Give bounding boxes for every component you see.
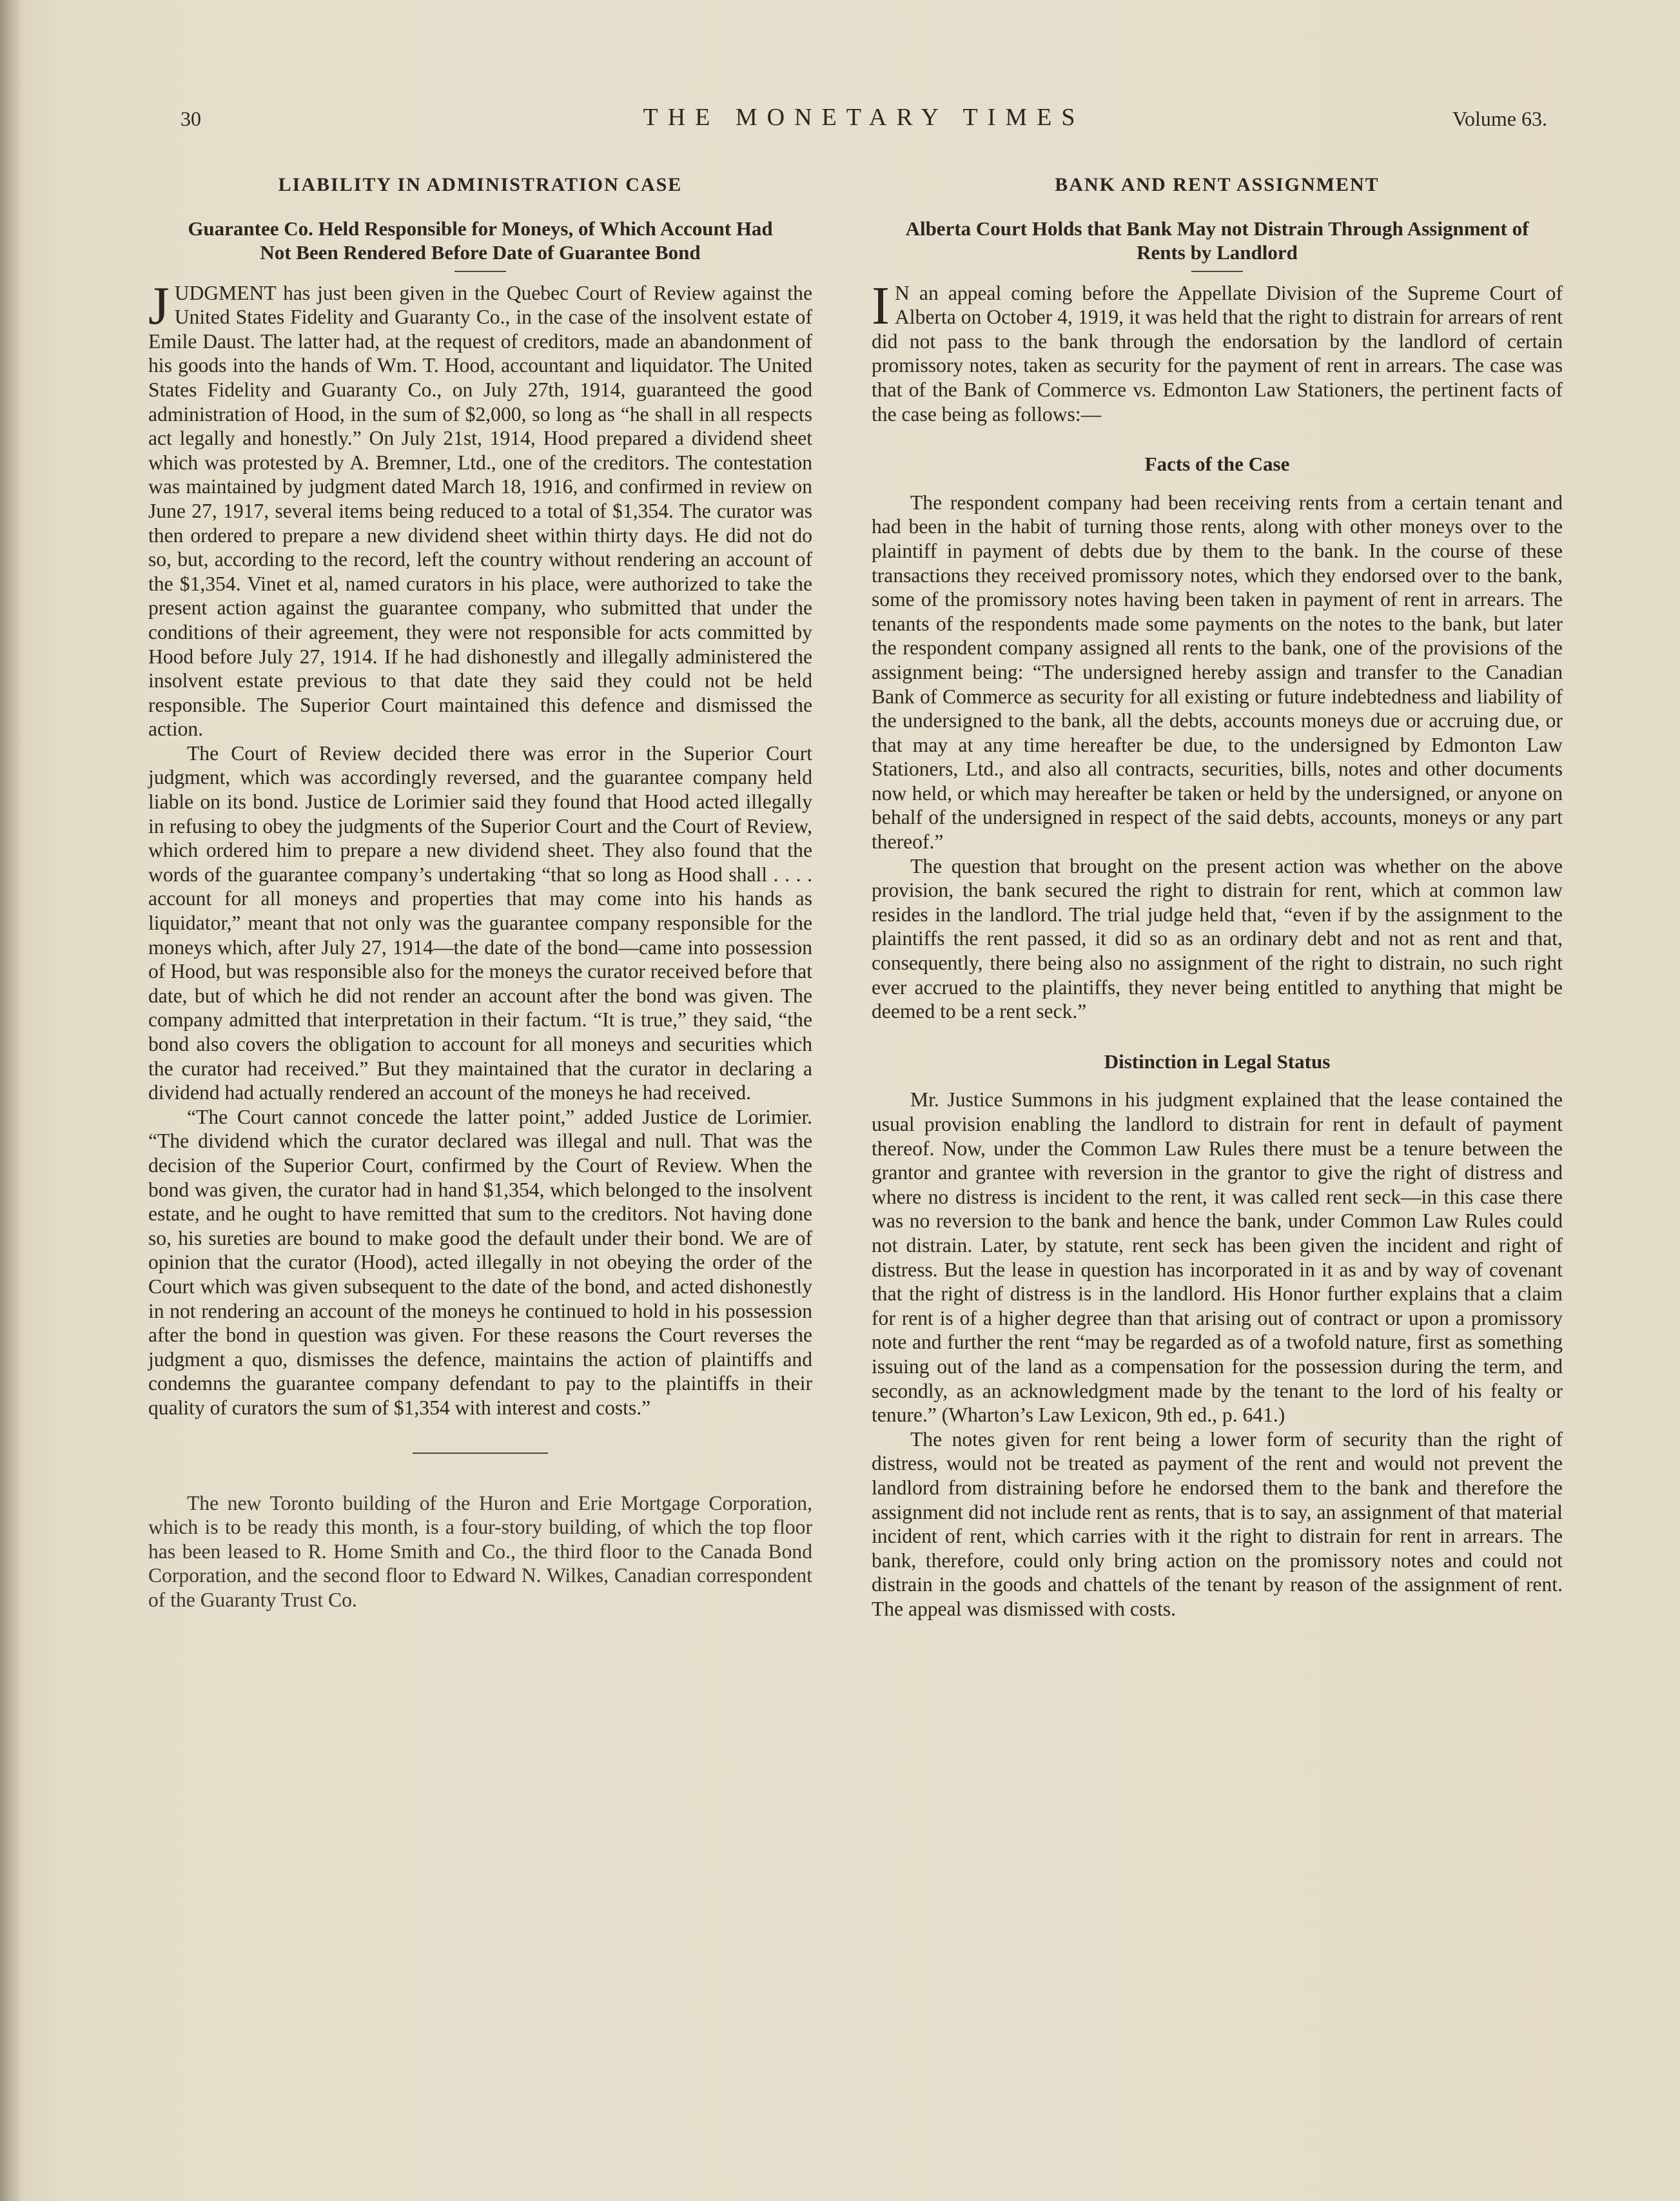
left-article-title: LIABILITY IN ADMINISTRATION CASE — [278, 174, 683, 195]
brief-news-item: The new Toronto building of the Huron and Erie Mortgage Corporation, which is to be ready this month, is a four-story building, of which the top floor has been leased to R. Home Smith and Co., the third floor to the Canada Bond Corporation, and the second floor to Edward N. Wilkes, Canadian correspondent of the Guaranty Trust Co. — [148, 1491, 812, 1611]
subtitle-divider — [454, 271, 506, 272]
left-paragraph: The Court of Review decided there was error in the Superior Court judgment, which was accordingly reversed, and the guarantee company held liable on its bond. Justice de Lorimier said they found that Hood acted illegally in refusing to obey the judgments of the Superior Court and the Court of Review, which ordered him to prepare a new dividend sheet. They also found that the words of the guarantee company’s undertaking “that so long as Hood shall . . . . account for all moneys and properties that may come into his hands as liquidator,” meant that not only was the guarantee company responsible for the moneys which, after July 27, 1914—the date of the bond—came into possession of Hood, but was responsible also for the moneys the curator received before that date, but of which he did not render an account after the bond was given. The company admitted that interpretation in their factum. “It is true,” they said, “the bond also covers the obligation to account for all moneys and securities which the curator had received.” But they maintained that the curator in declaring a dividend had actually rendered an account of the moneys he had received. — [148, 741, 812, 1104]
right-article-title: BANK AND RENT ASSIGNMENT — [1055, 174, 1380, 195]
running-head — [181, 103, 1547, 142]
right-paragraph: The question that brought on the present action was whether on the above provision, the bank secured the right to distrain for rent, which at common law resides in the landlord. The trial judge held that, “even if by the assignment to the plaintiffs the rent passed, it did so as an ordinary debt and not as rent and that, consequently, there being also no assignment of the right to distrain, no such right ever accrued to the plaintiffs, they never being entitled to anything that might be deemed to be a rent seck.” — [872, 854, 1563, 1023]
right-intro-paragraph — [872, 275, 1563, 427]
article-divider — [413, 1453, 548, 1454]
drop-cap: J — [148, 275, 170, 336]
drop-cap: I — [872, 275, 890, 336]
page-number: 30 — [181, 107, 201, 130]
left-article-subtitle: Guarantee Co. Held Responsible for Moneys, of Which Account Had Not Been Rendered Before Date of Guarantee Bond — [188, 217, 773, 264]
volume-label: Volume 63. — [1452, 107, 1547, 130]
right-column — [872, 169, 1563, 1621]
subtitle-divider — [1191, 271, 1243, 272]
right-article-subtitle: Alberta Court Holds that Bank May not Distrain Through Assignment of Rents by Landlord — [905, 217, 1529, 264]
right-intro-text: N an appeal coming before the Appellate Division of the Supreme Court of Alberta on October 4, 1919, it was held that the right to distrain for arrears of rent did not pass to the bank through the endorsation by the landlord of certain promissory notes, taken as security for the payment of rent in arrears. The case was that of the Bank of Commerce vs. Edmonton Law Stationers, the pertinent facts of the case being as follows:— — [872, 281, 1563, 426]
right-paragraph: The respondent company had been receiving rents from a certain tenant and had been in the habit of turning those rents, along with other moneys over to the plaintiff in payment of debts due by them to the bank. In the course of these transactions they received promissory notes, which they endorsed over to the bank, some of the promissory notes having been taken in payment of rent in arrears. The tenants of the respondents made some payments on the notes to the bank, but later the respondent company assigned all rents to the bank, one of the provisions of the assignment being: “The undersigned hereby assign and transfer to the Canadian Bank of Commerce as security for all existing or future indebtedness and liability of the undersigned to the bank, all the debts, accounts moneys due or accruing due, or that may at any time hereafter be due, to the undersigned by Edmonton Law Stationers, Ltd., and also all contracts, securities, bills, notes and other documents now held, or which may hereafter be taken or held by the undersigned, or anyone on behalf of the undersigned in respect of the said debts, accounts, moneys or any part thereof.” — [872, 491, 1563, 854]
section-heading: Distinction in Legal Status — [1104, 1050, 1331, 1073]
left-paragraph-text: UDGMENT has just been given in the Quebec Court of Review against the United States Fidelity and Guaranty Co., in the case of the insolvent estate of Emile Daust. The latter had, at the request of creditors, made an abandonment of his goods into the hands of Wm. T. Hood, accountant and liquidator. The United States Fidelity and Guaranty Co., on July 27th, 1914, guaranteed the good administration of Hood, in the sum of $2,000, so long as “he shall in all respects act legally and honestly.” On July 21st, 1914, Hood prepared a dividend sheet which was protested by A. Bremner, Ltd., one of the creditors. The contestation was maintained by judgment dated March 18, 1916, and confirmed in review on June 27, 1917, several items being reduced to a total of $1,354. The curator was then ordered to prepare a new dividend sheet within thirty days. He did not do so, but, according to the record, left the country without rendering an account of the $1,354. Vinet et al, named curators in his place, were authorized to take the present action against the guarantee company, who submitted that under the conditions of their agreement, they were not responsible for acts committed by Hood before July 27, 1914. If he had dishonestly and illegally administered the insolvent estate previous to that date they said they could not be held responsible. The Superior Court maintained this defence and dismissed the action. — [148, 281, 812, 741]
left-paragraph — [148, 275, 812, 741]
right-paragraph: The notes given for rent being a lower form of security than the right of distress, would not be treated as payment of the rent and would not prevent the landlord from distraining before he endorsed them to the bank and therefore the assignment did not include rent as rents, that is to say, an assignment of that material incident of rent, which carries with it the right to distrain for rent in arrears. The bank, therefore, could only bring action on the promissory notes and could not distrain in the goods and chattels of the tenant by reason of the assignment of rent. The appeal was dismissed with costs. — [872, 1427, 1563, 1620]
section-heading: Facts of the Case — [1144, 453, 1290, 476]
journal-title: THE MONETARY TIMES — [643, 104, 1085, 131]
right-paragraph: Mr. Justice Summons in his judgment explained that the lease contained the usual provision enabling the landlord to distrain for rent in default of payment thereof. Now, under the Common Law Rules there must be a tenure between the grantor and grantee with reversion in the grantor to give the right of distress and where no distress is incident to the rent, it was called rent seck—in this case there was no reversion to the bank and hence the bank, under Common Law Rules could not distrain. Later, by statute, rent seck has been given the incident and right of distress. But the lease in question has incorporated in it as and by way of covenant that the right of distress is in the landlord. His Honor further explains that a claim for rent is of a higher degree than that arising out of contract or upon a promissory note and further the rent “may be regarded as of a twofold nature, first as something issuing out of the land as a compensation for the possession during the term, and secondly, as an acknowledgment made by the tenant to the lord of his fealty or tenure.” (Wharton’s Law Lexicon, 9th ed., p. 641.) — [872, 1088, 1563, 1427]
left-paragraph: “The Court cannot concede the latter point,” added Justice de Lorimier. “The dividend which the curator declared was illegal and null. That was the decision of the Superior Court, confirmed by the Court of Review. When the bond was given, the curator had in hand $1,354, which belonged to the insolvent estate, and he ought to have remitted that sum to the creditors. Not having done so, his sureties are bound to make good the default under their bond. We are of opinion that the curator (Hood), acted illegally in not obeying the order of the Court which was given subsequent to the date of the bond, and acted dishonestly in not rendering an account of the moneys he continued to hold in his possession after the bond in question was given. For these reasons the Court reverses the judgment a quo, dismisses the defence, maintains the action of plaintiffs and condemns the guarantee company defendant to pay to the plaintiffs in their quality of curators the sum of $1,354 with interest and costs.” — [148, 1105, 812, 1419]
page-binding-edge — [0, 0, 22, 2201]
left-column — [148, 169, 812, 1612]
